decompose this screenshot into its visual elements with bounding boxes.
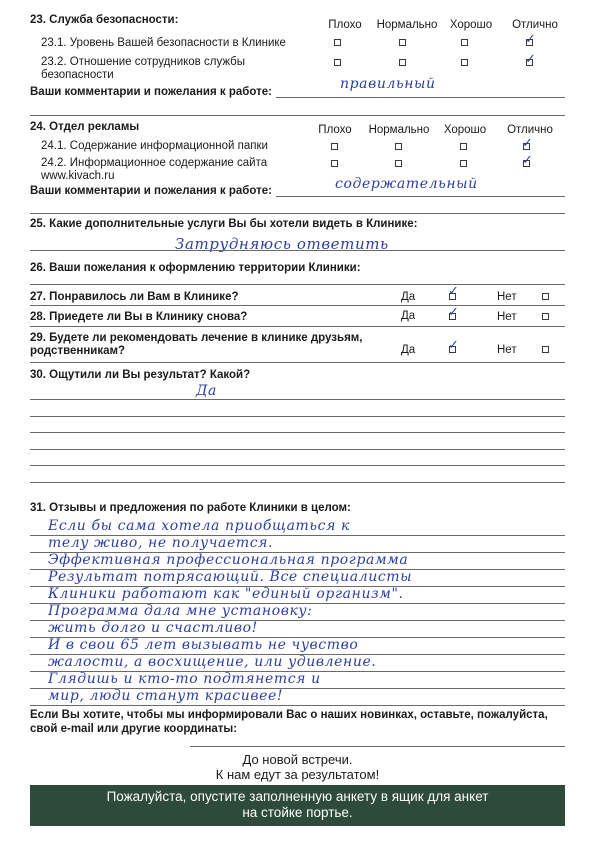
checkbox-23-1-bad[interactable] xyxy=(334,39,341,46)
answer-line xyxy=(30,432,565,433)
question-27-label: 27. Понравилось ли Вам в Клинике? xyxy=(30,291,239,303)
checkbox-24-1-good[interactable] xyxy=(460,143,467,150)
col-label-normal: Нормально xyxy=(368,124,430,136)
col-label-normal: Нормально xyxy=(376,19,438,31)
checkbox-24-2-normal[interactable] xyxy=(395,160,402,167)
question-29-label: 29. Будете ли рекомендовать лечение в клинике друзьям, родственникам? xyxy=(30,332,363,357)
review-line-9[interactable]: жалости, а восхищение, или удивление. xyxy=(48,654,377,670)
farewell-text: До новой встречи. xyxy=(242,752,353,767)
item-24-2-label: 24.2. Информационное содержание сайта www.kivach.ru xyxy=(41,157,268,182)
checkbox-24-2-bad[interactable] xyxy=(331,160,338,167)
yes-label: Да xyxy=(401,291,416,303)
review-line-1[interactable]: Если бы сама хотела приобщаться к xyxy=(48,518,350,534)
section-25-title: 25. Какие дополнительные услуги Вы бы хотели видеть в Клинике: xyxy=(30,218,418,230)
checkbox-24-2-good[interactable] xyxy=(460,160,467,167)
answer-line xyxy=(30,250,565,251)
answer-25-handwritten[interactable]: Затрудняюсь ответить xyxy=(175,235,389,253)
comment-line xyxy=(276,196,565,197)
check-mark-icon: ✓ xyxy=(525,32,536,47)
checkbox-23-1-normal[interactable] xyxy=(399,39,406,46)
review-line-2[interactable]: телу живо, не получается. xyxy=(48,535,274,551)
checkbox-23-2-normal[interactable] xyxy=(399,59,406,66)
comment-23-handwritten[interactable]: правильный xyxy=(340,76,436,92)
answer-line xyxy=(30,284,565,285)
item-23-1-label: 23.1. Уровень Вашей безопасности в Клинике xyxy=(41,37,286,49)
divider xyxy=(30,213,565,214)
item-24-1-label: 24.1. Содержание информационной папки xyxy=(41,140,268,152)
col-label-good: Хорошо xyxy=(443,124,487,136)
no-label: Нет xyxy=(497,291,517,303)
review-line-11[interactable]: мир, люди станут красивее! xyxy=(48,688,284,704)
section-23-comment-label: Ваши комментарии и пожелания к работе: xyxy=(30,86,272,98)
checkbox-27-no[interactable] xyxy=(542,293,549,300)
comment-line xyxy=(276,97,565,98)
check-mark-icon: ✓ xyxy=(448,338,459,353)
section-26-title: 26. Ваши пожелания к оформлению территории Клиники: xyxy=(30,262,361,274)
question-28-label: 28. Приедете ли Вы в Клинику снова? xyxy=(30,311,248,323)
checkbox-23-1-good[interactable] xyxy=(461,39,468,46)
checkbox-29-no[interactable] xyxy=(542,346,549,353)
item-23-2-label: 23.2. Отношение сотрудников службы безопасности xyxy=(41,56,246,81)
checkbox-23-2-bad[interactable] xyxy=(334,59,341,66)
check-mark-icon: ✓ xyxy=(522,153,533,168)
checkbox-24-1-bad[interactable] xyxy=(331,143,338,150)
review-line-3[interactable]: Эффективная профессиональная программа xyxy=(48,552,409,568)
contact-prompt: Если Вы хотите, чтобы мы информировали Вас о наших новинках, оставьте, пожалуйста, свой e-mail или другие координаты: xyxy=(30,709,548,735)
review-line-8[interactable]: И в свои 65 лет вызывать не чувство xyxy=(48,637,359,653)
checkbox-28-no[interactable] xyxy=(542,313,549,320)
answer-line xyxy=(30,705,565,706)
contact-input-line[interactable] xyxy=(190,746,565,747)
divider xyxy=(30,305,565,306)
check-mark-icon: ✓ xyxy=(448,284,459,299)
comment-24-handwritten[interactable]: содержательный xyxy=(335,176,478,192)
col-label-bad: Плохо xyxy=(328,19,362,31)
banner-line-2: на стойке портье. xyxy=(242,805,353,820)
checkbox-23-2-good[interactable] xyxy=(461,59,468,66)
divider xyxy=(30,362,565,363)
section-23-title: 23. Служба безопасности: xyxy=(30,14,179,26)
divider xyxy=(30,115,565,116)
banner-line-1: Пожалуйста, опустите заполненную анкету в ящик для анкет xyxy=(106,789,489,804)
answer-line xyxy=(30,399,565,400)
slogan-text: К нам едут за результатом! xyxy=(215,767,380,782)
check-mark-icon: ✓ xyxy=(522,136,533,151)
col-label-good: Хорошо xyxy=(449,19,493,31)
divider xyxy=(30,326,565,327)
section-30-title: 30. Ощутили ли Вы результат? Какой? xyxy=(30,369,251,381)
answer-line xyxy=(30,416,565,417)
instruction-banner xyxy=(30,785,565,826)
yes-label: Да xyxy=(401,344,416,356)
review-line-5[interactable]: Клиники работают как "единый организм". xyxy=(48,586,404,602)
checkbox-24-1-normal[interactable] xyxy=(395,143,402,150)
section-24-comment-label: Ваши комментарии и пожелания к работе: xyxy=(30,185,272,197)
section-24-title: 24. Отдел рекламы xyxy=(30,121,140,133)
no-label: Нет xyxy=(497,344,517,356)
check-mark-icon: ✓ xyxy=(448,305,459,320)
answer-30-handwritten[interactable]: Да xyxy=(196,383,217,399)
review-line-4[interactable]: Результат потрясающий. Все специалисты xyxy=(48,569,413,585)
check-mark-icon: ✓ xyxy=(525,52,536,67)
answer-line xyxy=(30,465,565,466)
answer-line xyxy=(30,482,565,483)
col-label-excellent: Отлично xyxy=(507,124,553,136)
col-label-excellent: Отлично xyxy=(512,19,558,31)
review-line-6[interactable]: Программа дала мне установку: xyxy=(48,603,313,619)
answer-line xyxy=(30,449,565,450)
section-31-title: 31. Отзывы и предложения по работе Клиники в целом: xyxy=(30,502,351,514)
review-line-10[interactable]: Глядишь и кто-то подтянется и xyxy=(48,671,321,687)
review-line-7[interactable]: жить долго и счастливо! xyxy=(48,620,258,636)
col-label-bad: Плохо xyxy=(318,124,352,136)
yes-label: Да xyxy=(401,310,416,322)
no-label: Нет xyxy=(497,311,517,323)
